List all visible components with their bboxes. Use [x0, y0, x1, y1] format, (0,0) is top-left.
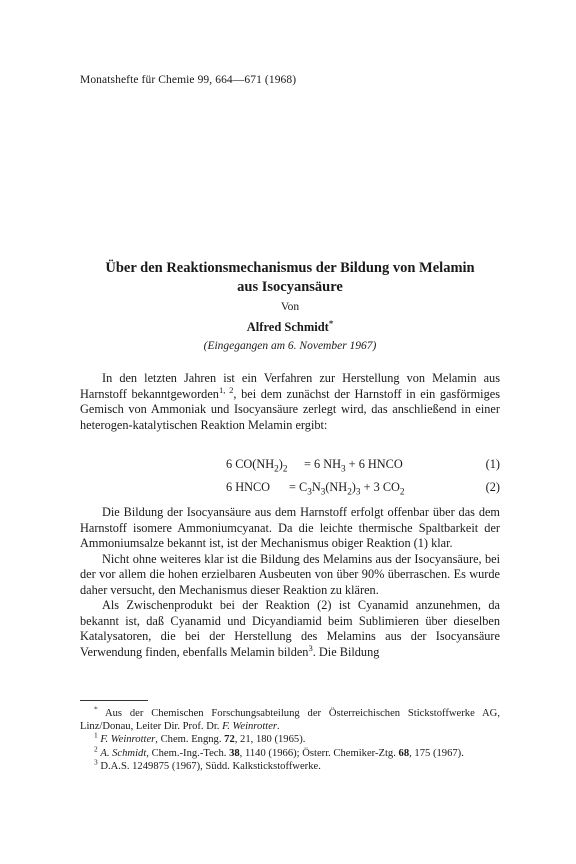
footnotes	[80, 704, 500, 773]
eq2-lhs: 6 HNCO	[226, 480, 271, 494]
eq1-rhs	[304, 457, 403, 472]
eq1-lhs-a: 6 CO(NH	[226, 457, 275, 471]
eq1-sub-2: 2	[282, 463, 288, 474]
paragraph-body	[80, 505, 500, 660]
footnote-star-name: F. Weinrotter	[222, 721, 278, 733]
paragraph-intro	[80, 371, 500, 433]
article-title	[80, 259, 500, 297]
eq2-rhs-a: = C	[289, 480, 308, 494]
eq1-sub-1: 2	[274, 463, 279, 474]
eq1-sub-3: 3	[341, 463, 346, 474]
byline-von: Von	[280, 301, 300, 313]
footnote-1-volume: 72	[224, 734, 235, 746]
eq2-sub-3: 2	[347, 486, 352, 497]
footnote-1-journal: , Chem. Engng.	[155, 734, 225, 746]
para4-text-b: . Die Bildung	[312, 644, 380, 659]
footnote-2-mark: 2	[94, 744, 98, 754]
para4-text-a: Als Zwischenprodukt bei der Reaktion (2) ist Cyanamid anzunehmen, da bekannt ist, daß Cyanamid und Dicyandiamid beim Sublimieren über dieselben Katalysatoren, die bei der Herstellung des Melamins aus der Isocyansäure Verwendung finden, ebenfalls Melamin bilden	[80, 598, 500, 659]
eq2-rhs-c: (NH	[325, 480, 348, 494]
received-date: (Eingegangen am 6. November 1967)	[203, 340, 377, 352]
para1-text-b: , bei dem zunächst der Harnstoff in ein gasförmiges Gemisch von Ammoniak und Isocyansäure zerlegt wird, das anschließend in einer heterogen-katalytischen Reaktion Melamin ergibt:	[80, 386, 500, 432]
footnote-star-text: Aus der Chemischen Forschungsabteilung der Österreichischen Stickstoffwerke AG, Linz/Donau, Leiter Dir. Prof. Dr.	[80, 708, 500, 733]
eq1-rhs-a: = 6 NH	[304, 457, 341, 471]
ref-3: 3	[308, 642, 313, 653]
footnote-3	[80, 757, 500, 773]
author-text: Alfred Schmidt	[246, 320, 329, 334]
footnote-divider	[80, 700, 148, 701]
paragraph-4	[80, 598, 500, 660]
eq1-lhs-b: )	[278, 457, 283, 471]
footnote-2-volume: 38	[229, 747, 240, 759]
footnote-2	[80, 744, 500, 760]
author-name	[80, 317, 500, 335]
footnote-3-text: D.A.S. 1249875 (1967), Südd. Kalkstickstoffwerke.	[97, 760, 321, 772]
eq2-sub-5: 2	[399, 486, 405, 497]
footnote-2-pages-2: , 175 (1967).	[409, 747, 464, 759]
running-header: Monatshefte für Chemie 99, 664—671 (1968)	[80, 74, 297, 86]
footnote-star-end: .	[277, 721, 280, 733]
footnote-3-mark: 3	[94, 757, 98, 767]
footnote-1-pages: , 21, 180 (1965).	[234, 734, 306, 746]
footnote-1-author: F. Weinrotter	[100, 734, 156, 746]
paragraph-3: Nicht ohne weiteres klar ist die Bildung des Melamins aus der Isocyansäure, bei der vor allem die hohen erzielbaren Ausbeuten von über 90% überraschen. Es wurde daher versucht, den Mechanismus dieser Reaktion zu klären.	[80, 551, 500, 597]
footnote-star-mark: *	[94, 704, 98, 714]
title-line-2: aus Isocyansäure	[237, 279, 343, 295]
eq2-rhs-b: N	[311, 480, 321, 494]
eq1-number: (1)	[485, 457, 500, 471]
paragraph-2: Die Bildung der Isocyansäure aus dem Harnstoff erfolgt offenbar über das dem Harnstoff isomere Ammoniumcyanat. Da die leichte thermische Spaltbarkeit der Ammoniumsalze bekannt ist, ist der Mechanismus obiger Reaktion (1) klar.	[80, 505, 500, 550]
title-line-1: Über den Reaktionsmechanismus der Bildung von Melamin	[105, 260, 475, 276]
eq2-rhs	[289, 480, 405, 495]
footnote-2-journal: , Chem.-Ing.-Tech.	[146, 747, 230, 759]
eq2-sub-1: 3	[307, 486, 312, 497]
footnote-1-mark: 1	[94, 730, 98, 740]
eq2-sub-2: 3	[320, 486, 326, 497]
eq2-number: (2)	[485, 480, 500, 494]
footnote-2-volume-2: 68	[398, 747, 410, 759]
eq1-lhs	[226, 457, 288, 472]
footnote-2-author: A. Schmidt	[100, 747, 147, 759]
eq2-rhs-d: )	[351, 480, 356, 494]
ref-1-2: 1, 2	[218, 384, 234, 395]
footnote-star	[80, 704, 500, 733]
eq1-rhs-b: + 6 HNCO	[345, 457, 403, 471]
eq2-rhs-e: + 3 CO	[360, 480, 400, 494]
equation-1	[80, 457, 500, 473]
para1-text-a: In den letzten Jahren ist ein Verfahren zur Herstellung von Melamin aus Harnstoff bekanntgeworden	[80, 371, 500, 401]
equation-2	[80, 480, 500, 496]
footnote-2-pages: , 1140 (1966); Österr. Chemiker-Ztg.	[239, 747, 399, 759]
eq2-sub-4: 3	[355, 486, 361, 497]
author-footnote-mark: *	[328, 317, 334, 328]
footnote-1	[80, 730, 500, 746]
